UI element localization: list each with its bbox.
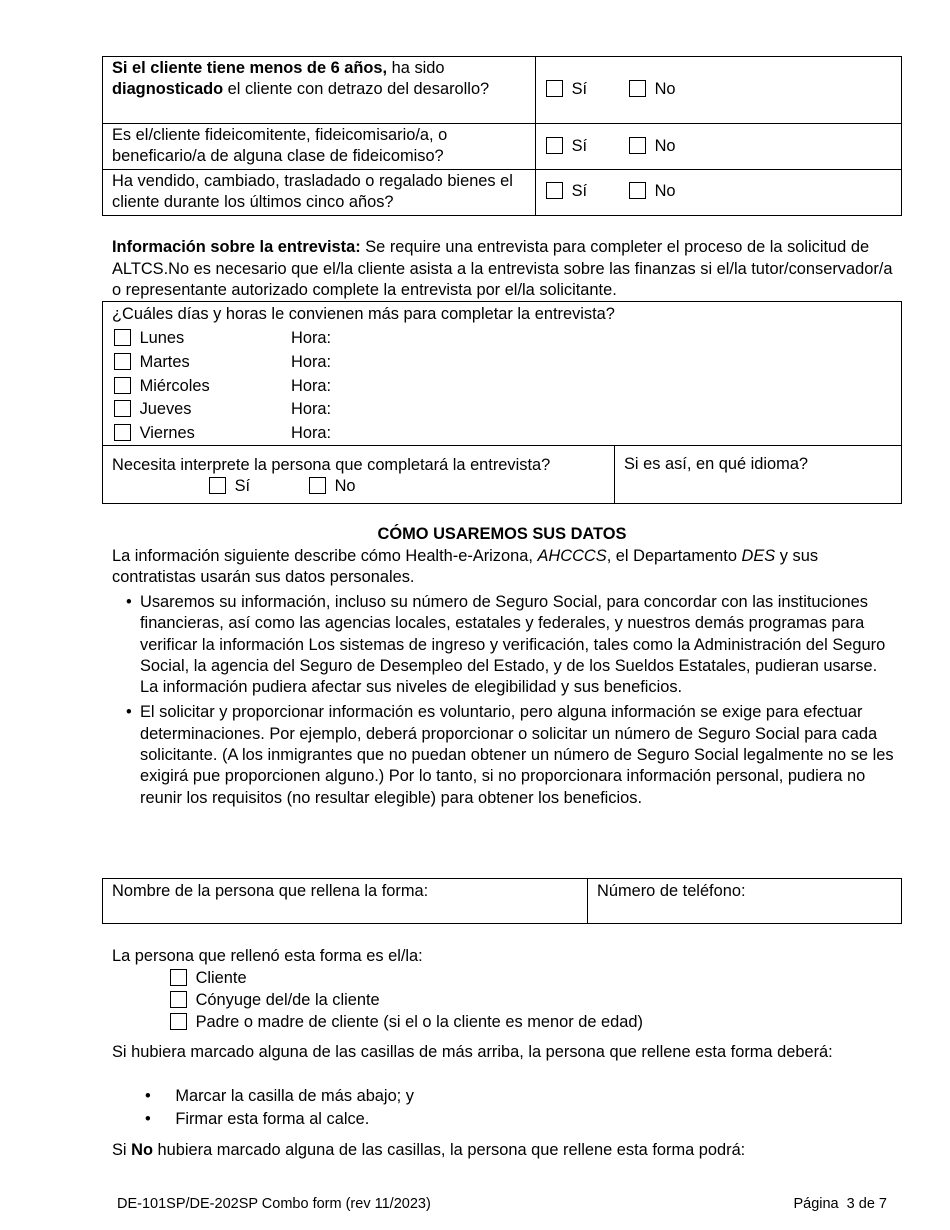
table-row (112, 125, 532, 167)
day-checkbox-lunes[interactable] (114, 329, 131, 346)
list-item (126, 702, 898, 808)
relation-option-label: Padre o madre de cliente (si el o la cliente es menor de edad) (195, 1013, 643, 1031)
intro-text: , el Departamento (606, 547, 742, 565)
table-divider (535, 56, 536, 216)
instructions-marked: Si hubiera marcado alguna de las casillas de más arriba, la persona que rellene esta forma deberá: (112, 1043, 833, 1061)
table-divider (102, 445, 902, 446)
day-label: Lunes (139, 329, 185, 347)
bullet-icon: • (145, 1087, 151, 1105)
day-checkbox-martes[interactable] (114, 353, 131, 370)
list-item-text: Marcar la casilla de más abajo; y (175, 1087, 414, 1105)
question-text: Es el/cliente fideicomitente, fideicomisario/a, o beneficario/a de alguna clase de fideicomiso? (112, 126, 448, 165)
interpreter-question (112, 454, 552, 476)
day-row (114, 399, 192, 420)
list-item (126, 592, 898, 698)
table-divider (587, 878, 588, 924)
list-item (145, 1086, 414, 1109)
day-label: Jueves (139, 400, 192, 418)
no-label: No (654, 182, 676, 200)
bullet-icon: • (126, 593, 132, 611)
yes-checkbox[interactable] (546, 80, 563, 97)
table-divider (102, 123, 902, 124)
interview-intro (112, 237, 902, 302)
yes-label: Sí (571, 80, 588, 98)
list-item-text: El solicitar y proporcionar información es voluntario, pero alguna información se exige para efectuar determinaciones. Por ejemplo, deberá proporcionar o solicitar un número de Seguro Social para cada solicitante. (A los inmigrantes que no puedan obtener un número de Seguro Social legalmente no se les exigirá pue proporcionen alguno.) Por lo tanto, si no proporcionara información personal, pudiera no reunir los requisitos (no resultar elegible) para obtener los beneficios. (140, 703, 894, 807)
table-row (112, 171, 532, 213)
interpreter-question-text: Necesita interprete la persona que completará la entrevista? (112, 456, 551, 474)
no-checkbox[interactable] (629, 80, 646, 97)
filler-name-label[interactable]: Nombre de la persona que rellena la forma: (112, 882, 429, 900)
hora-label: Hora: (291, 424, 332, 442)
yes-label: Sí (571, 137, 588, 155)
bullet-icon: • (145, 1110, 151, 1128)
relation-option-label: Cónyuge del/de la cliente (195, 991, 380, 1009)
intro-ahcccs: AHCCCS (537, 547, 607, 565)
relation-checkbox-cliente[interactable] (170, 969, 187, 986)
footer-form-id: DE-101SP/DE-202SP Combo form (rev 11/2023) (117, 1196, 431, 1212)
relation-checkbox-padre[interactable] (170, 1013, 187, 1030)
day-row (114, 423, 195, 444)
interview-intro-text: Se require una entrevista para completer el proceso de la solicitud de ALTCS.No es necesario que el/la cliente asista a la entrevista sobre las finanzas si el/la tutor/conservador/a o representante autorizado complete la entrevista por el/la solicitante. (112, 238, 893, 299)
day-label: Viernes (139, 424, 195, 442)
relation-checkbox-conyuge[interactable] (170, 991, 187, 1008)
intro-text: La información siguiente describe cómo Health-e-Arizona, (112, 547, 538, 565)
yes-label: Sí (234, 477, 251, 495)
instruction-list (145, 1086, 414, 1130)
text: hubiera marcado alguna de las casillas, la persona que rellene esta forma podrá: (153, 1141, 746, 1159)
relation-option (170, 1012, 643, 1033)
language-question: Si es así, en qué idioma? (624, 455, 809, 473)
day-checkbox-viernes[interactable] (114, 424, 131, 441)
table-row (112, 58, 532, 100)
relation-option (170, 990, 380, 1011)
data-use-list (126, 592, 898, 809)
day-checkbox-miercoles[interactable] (114, 377, 131, 394)
relation-intro: La persona que rellenó esta forma es el/la: (112, 947, 423, 965)
intro-des: DES (741, 547, 776, 565)
yes-checkbox[interactable] (546, 182, 563, 199)
question-text: el cliente con detrazo del desarollo? (223, 80, 490, 98)
hora-label: Hora: (291, 329, 332, 347)
text-bold: No (131, 1141, 153, 1159)
yes-label: Sí (571, 182, 588, 200)
day-label: Martes (139, 353, 190, 371)
hora-label: Hora: (291, 377, 332, 395)
no-checkbox[interactable] (629, 182, 646, 199)
text: Si (112, 1141, 132, 1159)
table-divider (102, 169, 902, 170)
table-divider (614, 445, 615, 504)
footer-page-number: Página 3 de 7 (793, 1196, 887, 1212)
interpreter-yes-checkbox[interactable] (209, 477, 226, 494)
data-use-intro (112, 546, 902, 588)
list-item (145, 1109, 414, 1130)
question-bold: Si el cliente tiene menos de 6 años, (112, 59, 388, 77)
interview-question: ¿Cuáles días y horas le convienen más para completar la entrevista? (112, 305, 615, 323)
no-label: No (334, 477, 356, 495)
day-row (114, 328, 184, 349)
relation-option (170, 968, 247, 989)
interview-intro-heading: Información sobre la entrevista: (112, 238, 361, 256)
intro-text: y sus contratistas usarán sus datos personales. (112, 547, 819, 586)
question-text: Ha vendido, cambiado, trasladado o regalado bienes el cliente durante los últimos cinco años? (112, 172, 513, 211)
hora-label: Hora: (291, 353, 332, 371)
hora-label: Hora: (291, 400, 332, 418)
day-row (114, 376, 210, 397)
question-text: ha sido (387, 59, 445, 77)
section-heading: CÓMO USAREMOS SUS DATOS (377, 525, 627, 543)
list-item-text: Firmar esta forma al calce. (175, 1110, 370, 1128)
day-checkbox-jueves[interactable] (114, 400, 131, 417)
no-label: No (654, 80, 676, 98)
filler-phone-label[interactable]: Número de teléfono: (597, 882, 746, 900)
yes-checkbox[interactable] (546, 137, 563, 154)
instructions-not-marked (112, 1140, 745, 1161)
no-label: No (654, 137, 676, 155)
day-row (114, 352, 190, 373)
day-label: Miércoles (139, 377, 210, 395)
relation-option-label: Cliente (195, 969, 247, 987)
bullet-icon: • (126, 703, 132, 722)
interpreter-no-checkbox[interactable] (309, 477, 326, 494)
list-item-text: Usaremos su información, incluso su número de Seguro Social, para concordar con las instituciones financieras, así como las agencias locales, estatales y federales, y nuestros demás programas para verificar la información Los sistemas de ingreso y verificación, tales como la Administración del Seguro Social, la agencia del Seguro de Desempleo del Estado, y de los Sueldos Estatales, pudieran usarse. La información pudiera afectar sus niveles de elegibilidad y sus beneficios. (140, 593, 886, 697)
no-checkbox[interactable] (629, 137, 646, 154)
question-bold: diagnosticado (112, 80, 224, 98)
